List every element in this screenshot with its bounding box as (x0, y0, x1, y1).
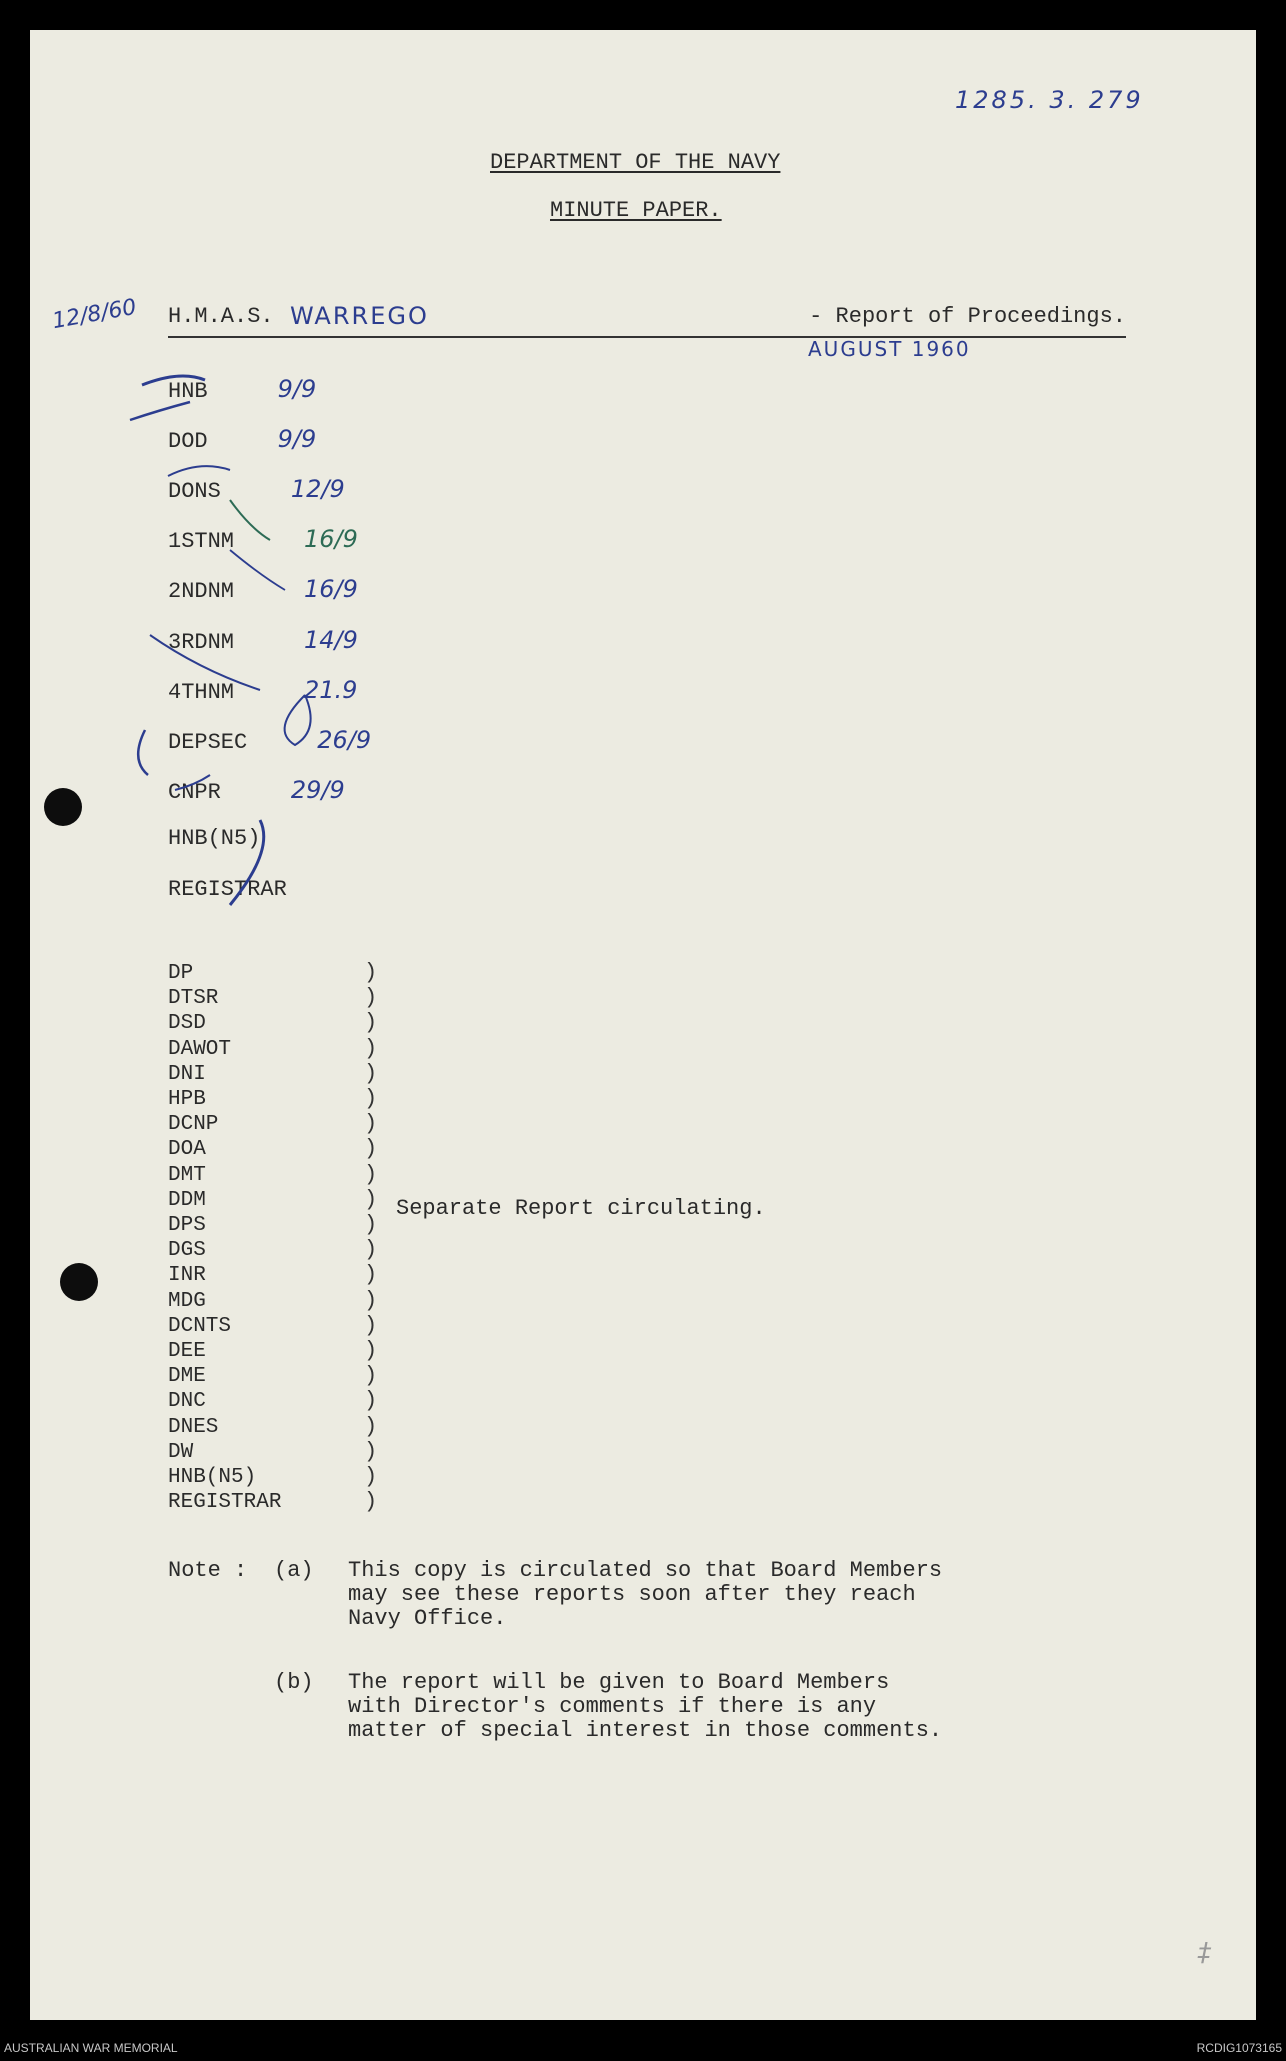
routing-label: 1STNM (168, 529, 235, 554)
note-line: with Director's comments if there is any (348, 1694, 877, 1719)
distribution-item: DEE (168, 1340, 206, 1363)
distribution-item: HNB(N5) (168, 1466, 257, 1489)
note-line: Navy Office. (348, 1606, 507, 1631)
distribution-note: Separate Report circulating. (396, 1196, 766, 1221)
distribution-bracket: ) (364, 960, 378, 985)
note-line: may see these reports soon after they reach (348, 1582, 916, 1607)
routing-label: DONS (168, 479, 221, 504)
footer-right: RCDIG1073165 (1196, 2041, 1282, 2055)
distribution-item: DMT (168, 1163, 206, 1187)
distribution-item: DGS (168, 1239, 206, 1263)
distribution-bracket: ) (364, 1388, 378, 1414)
subject-title: - Report of Proceedings. (809, 304, 1126, 329)
distribution-bracket: ) (364, 1287, 378, 1313)
routing-signature: 29/9 (290, 776, 345, 804)
distribution-item: DAWOT (168, 1037, 232, 1061)
subject-prefix: H.M.A.S. (168, 304, 274, 329)
distribution-bracket: ) (364, 1161, 378, 1187)
routing-signature: 26/9 (317, 726, 372, 754)
distribution-item: DCNTS (168, 1314, 232, 1338)
distribution-bracket: ) (364, 1010, 378, 1036)
distribution-item: DW (168, 1440, 194, 1464)
distribution-item: DP (168, 962, 194, 985)
distribution-bracket: ) (364, 1086, 378, 1111)
note-line: matter of special interest in those comments. (348, 1718, 943, 1743)
distribution-bracket: ) (364, 1338, 378, 1363)
distribution-item: DDM (168, 1188, 206, 1212)
distribution-bracket: ) (364, 1312, 378, 1338)
distribution-item: DPS (168, 1214, 206, 1237)
distribution-bracket: ) (364, 1237, 378, 1263)
distribution-bracket: ) (364, 1438, 378, 1464)
distribution-bracket: ) (364, 1111, 378, 1137)
note-line: The report will be given to Board Members (348, 1670, 890, 1695)
distribution-bracket: ) (364, 1060, 378, 1086)
routing-label: 3RDNM (168, 630, 235, 655)
routing-label: HNB (168, 379, 208, 404)
routing-annotations-svg (30, 30, 490, 930)
distribution-item: DNC (168, 1390, 206, 1414)
routing-label: HNB(N5) (168, 826, 261, 851)
distribution-item: DSD (168, 1012, 206, 1036)
distribution-item: REGISTRAR (168, 1491, 282, 1515)
distribution-bracket: ) (364, 1413, 378, 1439)
routing-signature: 16/9 (304, 575, 358, 603)
routing-signature: 9/9 (277, 375, 317, 403)
distribution-bracket: ) (364, 1464, 378, 1489)
subject-period: AUGUST 1960 (808, 337, 971, 361)
distribution-item: DNES (168, 1415, 219, 1439)
routing-signature: 9/9 (277, 425, 317, 453)
footer-left: AUSTRALIAN WAR MEMORIAL (4, 2041, 178, 2055)
distribution-bracket: ) (364, 1363, 378, 1389)
routing-label: 4THNM (168, 680, 235, 705)
routing-signature: 16/9 (304, 525, 358, 553)
routing-label: CNPR (168, 780, 221, 805)
subject-ship-name: WARREGO (290, 302, 429, 330)
top-reference-number: 1285. 3. 279 (955, 86, 1144, 114)
note-marker: (a) (274, 1558, 314, 1583)
note-label: Note : (168, 1558, 248, 1583)
distribution-item: INR (168, 1264, 206, 1288)
minute-paper (30, 30, 1256, 2020)
distribution-item: DOA (168, 1138, 206, 1162)
distribution-bracket: ) (364, 1489, 378, 1515)
routing-label: REGISTRAR (168, 877, 287, 902)
note-marker: (b) (274, 1670, 314, 1695)
distribution-bracket: ) (364, 1262, 378, 1288)
distribution-item: HPB (168, 1088, 206, 1111)
bottom-right-initials: ‡ (1198, 1938, 1211, 1968)
distribution-item: DME (168, 1365, 206, 1389)
department-heading: DEPARTMENT OF THE NAVY (490, 150, 781, 175)
distribution-bracket: ) (364, 1035, 378, 1061)
distribution-bracket: ) (364, 1212, 378, 1237)
punch-hole-lower (60, 1263, 98, 1301)
left-margin-handwritten-date: 12/8/60 (50, 294, 139, 335)
routing-signature: 14/9 (304, 626, 358, 654)
routing-signature: 21.9 (304, 676, 358, 704)
routing-label: 2NDNM (168, 579, 235, 604)
routing-signature: 12/9 (290, 475, 345, 503)
distribution-bracket: ) (364, 985, 378, 1011)
note-line: This copy is circulated so that Board Members (348, 1558, 943, 1583)
distribution-item: DCNP (168, 1113, 219, 1137)
distribution-bracket: ) (364, 1136, 378, 1162)
distribution-item: DNI (168, 1062, 206, 1086)
minute-paper-heading: MINUTE PAPER. (550, 198, 722, 223)
distribution-item: DTSR (168, 987, 219, 1011)
distribution-bracket: ) (364, 1186, 378, 1212)
distribution-item: MDG (168, 1289, 206, 1313)
routing-label: DEPSEC (168, 730, 248, 755)
routing-label: DOD (168, 429, 208, 454)
punch-hole-upper (44, 788, 82, 826)
